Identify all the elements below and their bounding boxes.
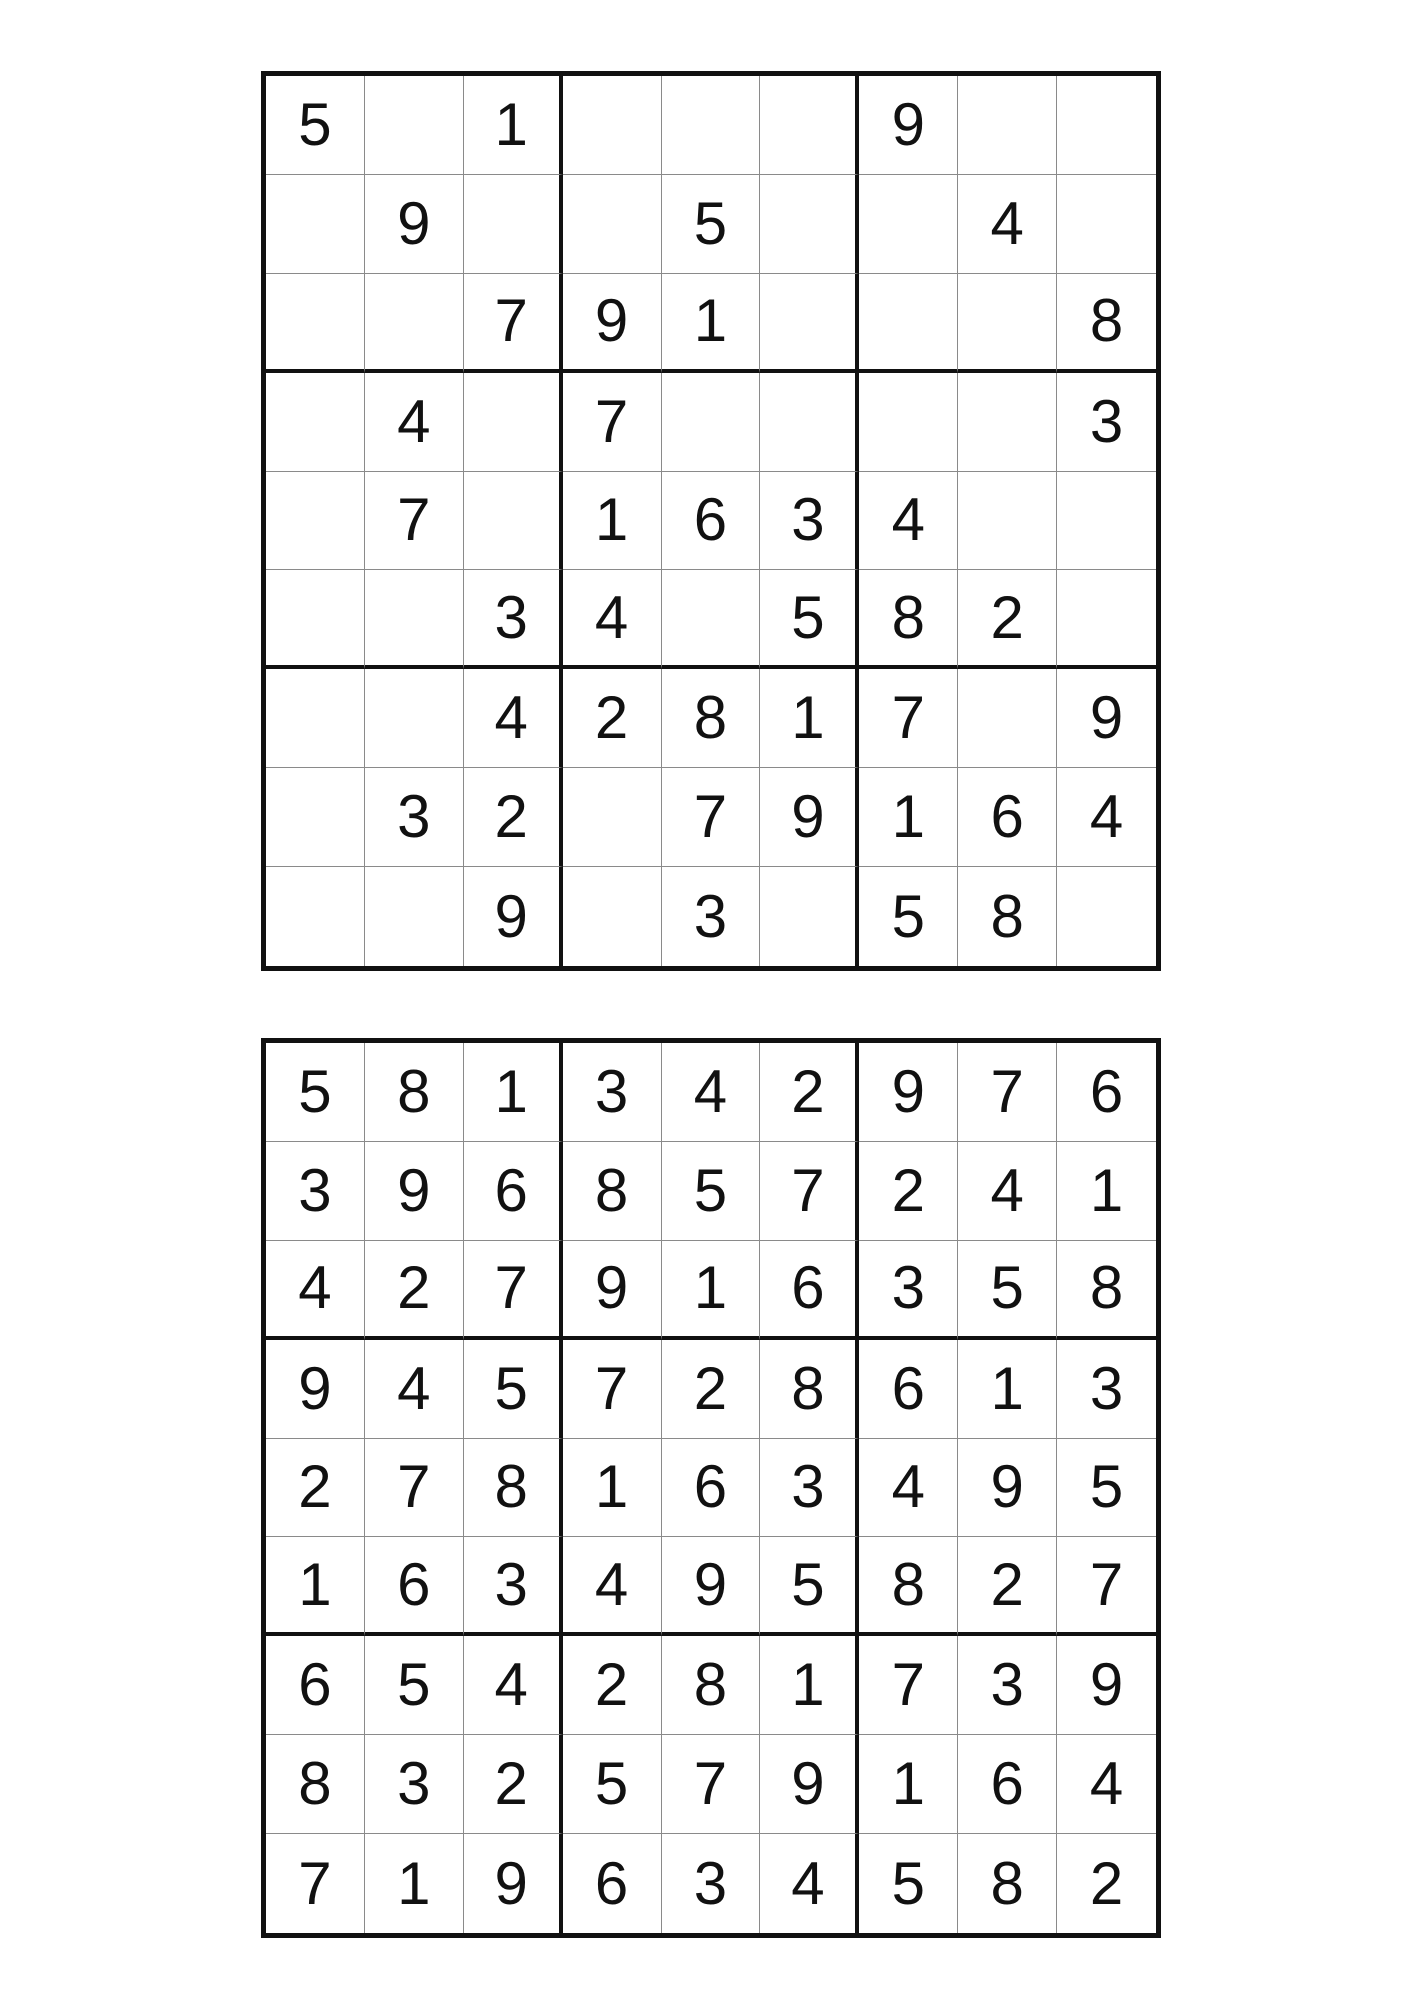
solution-cell-r1c8: 7: [958, 1043, 1057, 1142]
puzzle-cell-r9c4[interactable]: [563, 867, 662, 966]
puzzle-cell-r9c1[interactable]: [266, 867, 365, 966]
solution-cell-r7c9: 9: [1057, 1636, 1156, 1735]
puzzle-cell-r7c7: 7: [859, 669, 958, 768]
solution-cell-r9c9: 2: [1089, 1849, 1124, 1917]
solution-cell-r3c2: 2: [365, 1241, 464, 1340]
solution-cell-r8c1: 8: [266, 1735, 365, 1834]
solution-cell-r8c2: 3: [365, 1735, 464, 1834]
solution-cell-r2c7: 2: [859, 1142, 958, 1241]
solution-cell-r4c8: 1: [958, 1340, 1057, 1439]
puzzle-cell-r4c2: 4: [365, 373, 464, 472]
solution-cell-r7c3: 4: [464, 1636, 563, 1735]
puzzle-cell-r1c6[interactable]: [760, 76, 859, 175]
puzzle-cell-r7c3: 4: [464, 669, 563, 768]
solution-cell-r6c2: 6: [365, 1537, 464, 1636]
puzzle-cell-r4c4: 7: [563, 373, 662, 472]
solution-cell-r7c4: 2: [563, 1636, 662, 1735]
solution-cell-r2c2: 9: [365, 1142, 464, 1241]
solution-cell-r9c1: 7: [266, 1834, 365, 1933]
puzzle-cell-r4c5[interactable]: [662, 373, 761, 472]
puzzle-cell-r2c8: 4: [958, 175, 1057, 274]
solution-cell-r9c3: 9: [464, 1834, 563, 1933]
solution-cell-r6c4: 4: [563, 1537, 662, 1636]
puzzle-cell-r7c5: 8: [662, 669, 761, 768]
solution-cell-r7c7: 7: [859, 1636, 958, 1735]
solution-cell-r9c5: 3: [662, 1834, 761, 1933]
solution-cell-r2c6: 7: [760, 1142, 859, 1241]
solution-cell-r5c4: 1: [563, 1439, 662, 1538]
solution-cell-r3c6: 6: [760, 1241, 859, 1340]
solution-cell-r5c6: 3: [760, 1439, 859, 1538]
solution-cell-r5c9: 5: [1057, 1439, 1156, 1538]
puzzle-cell-r2c7[interactable]: [859, 175, 958, 274]
solution-cell-r2c1: 3: [266, 1142, 365, 1241]
puzzle-cell-r5c5: 6: [662, 472, 761, 571]
puzzle-cell-r8c4[interactable]: [563, 768, 662, 867]
puzzle-cell-r5c2: 7: [365, 472, 464, 571]
puzzle-cell-r8c9: 4: [1057, 768, 1156, 867]
puzzle-cell-r1c7: 9: [859, 76, 958, 175]
puzzle-cell-r3c9: 8: [1057, 274, 1156, 373]
solution-cell-r3c5: 1: [662, 1241, 761, 1340]
puzzle-cell-r8c1[interactable]: [266, 768, 365, 867]
solution-cell-r9c8: 8: [958, 1834, 1057, 1933]
solution-cell-r2c4: 8: [563, 1142, 662, 1241]
puzzle-cell-r6c7: 8: [859, 570, 958, 669]
puzzle-cell-r6c2[interactable]: [365, 570, 464, 669]
solution-cell-r5c7: 4: [859, 1439, 958, 1538]
solution-cell-r1c9: 6: [1057, 1043, 1156, 1142]
solution-cell-r1c7: 9: [859, 1043, 958, 1142]
puzzle-cell-r9c6[interactable]: [760, 867, 859, 966]
puzzle-cell-r8c6: 9: [760, 768, 859, 867]
solution-cell-r7c8: 3: [958, 1636, 1057, 1735]
solution-cell-r8c8: 6: [958, 1735, 1057, 1834]
solution-grid: [261, 1038, 1161, 1938]
puzzle-cell-r1c2[interactable]: [365, 76, 464, 175]
solution-cell-r6c1: 1: [266, 1537, 365, 1636]
solution-cell-r7c1: 6: [266, 1636, 365, 1735]
puzzle-cell-r4c7[interactable]: [859, 373, 958, 472]
puzzle-cell-r6c9[interactable]: [1057, 570, 1156, 669]
solution-cell-r5c1: 2: [266, 1439, 365, 1538]
puzzle-cell-r5c3[interactable]: [464, 472, 563, 571]
solution-cell-r4c9: 3: [1057, 1340, 1156, 1439]
solution-cell-r4c7: 6: [859, 1340, 958, 1439]
solution-cell-r7c5: 8: [662, 1636, 761, 1735]
solution-cell-r4c5: 2: [662, 1340, 761, 1439]
solution-cell-r9c7: 5: [859, 1834, 958, 1933]
solution-cell-r4c3: 5: [464, 1340, 563, 1439]
solution-cell-r8c4: 5: [563, 1735, 662, 1834]
puzzle-cell-r6c5[interactable]: [662, 570, 761, 669]
solution-cell-r1c1: 5: [266, 1043, 365, 1142]
solution-cell-r8c9: 4: [1057, 1735, 1156, 1834]
puzzle-cell-r5c9[interactable]: [1057, 472, 1156, 571]
puzzle-cell-r9c8: 8: [958, 867, 1057, 966]
puzzle-cell-r9c7: 5: [859, 867, 958, 966]
solution-cell-r1c6: 2: [760, 1043, 859, 1142]
puzzle-cell-r8c5: 7: [662, 768, 761, 867]
solution-cell-r6c6: 5: [760, 1537, 859, 1636]
puzzle-grid: [261, 71, 1161, 971]
solution-cell-r5c5: 6: [662, 1439, 761, 1538]
solution-cell-r2c8: 4: [958, 1142, 1057, 1241]
solution-cell-r3c3: 7: [464, 1241, 563, 1340]
puzzle-cell-r3c1[interactable]: [266, 274, 365, 373]
solution-cell-r4c4: 7: [563, 1340, 662, 1439]
solution-cell-r8c6: 9: [760, 1735, 859, 1834]
puzzle-cell-r8c3: 2: [464, 768, 563, 867]
puzzle-cell-r9c2[interactable]: [365, 867, 464, 966]
puzzle-cell-r2c1[interactable]: [266, 175, 365, 274]
solution-cell-r8c5: 7: [662, 1735, 761, 1834]
puzzle-cell-r5c7: 4: [859, 472, 958, 571]
puzzle-cell-r5c1[interactable]: [266, 472, 365, 571]
puzzle-cell-r1c4[interactable]: [563, 76, 662, 175]
puzzle-cell-r3c2[interactable]: [365, 274, 464, 373]
solution-cell-r3c4: 9: [563, 1241, 662, 1340]
puzzle-cell-r6c3: 3: [464, 570, 563, 669]
solution-cell-r1c2: 8: [365, 1043, 464, 1142]
puzzle-cell-r2c5: 5: [662, 175, 761, 274]
puzzle-cell-r5c6: 3: [760, 472, 859, 571]
solution-cell-r5c2: 7: [365, 1439, 464, 1538]
puzzle-cell-r7c1[interactable]: [266, 669, 365, 768]
solution-cell-r2c9: 1: [1057, 1142, 1156, 1241]
puzzle-cell-r4c3[interactable]: [464, 373, 563, 472]
puzzle-cell-r7c6: 1: [760, 669, 859, 768]
solution-cell-r8c3: 2: [464, 1735, 563, 1834]
puzzle-cell-r3c6[interactable]: [760, 274, 859, 373]
puzzle-cell-r4c1[interactable]: [266, 373, 365, 472]
puzzle-cell-r2c6[interactable]: [760, 175, 859, 274]
puzzle-cell-r3c5: 1: [662, 274, 761, 373]
solution-cell-r4c2: 4: [365, 1340, 464, 1439]
puzzle-cell-r4c9: 3: [1057, 373, 1156, 472]
puzzle-cell-r7c4: 2: [563, 669, 662, 768]
solution-cell-r9c2: 1: [365, 1834, 464, 1933]
solution-cell-r7c6: 1: [760, 1636, 859, 1735]
puzzle-cell-r2c3[interactable]: [464, 175, 563, 274]
puzzle-cell-r6c1[interactable]: [266, 570, 365, 669]
solution-cell-r9c4: 6: [563, 1834, 662, 1933]
solution-cell-r4c1: 9: [266, 1340, 365, 1439]
solution-cell-r9c6: 4: [760, 1834, 859, 1933]
puzzle-cell-r9c3: 9: [464, 867, 563, 966]
solution-cell-r4c6: 8: [760, 1340, 859, 1439]
solution-cell-r6c5: 9: [662, 1537, 761, 1636]
puzzle-cell-r5c4: 1: [563, 472, 662, 571]
puzzle-cell-r2c4[interactable]: [563, 175, 662, 274]
puzzle-cell-r1c8[interactable]: [958, 76, 1057, 175]
puzzle-cell-r2c9[interactable]: [1057, 175, 1156, 274]
puzzle-cell-r3c7[interactable]: [859, 274, 958, 373]
puzzle-cell-r7c8[interactable]: [958, 669, 1057, 768]
puzzle-cell-r4c8[interactable]: [958, 373, 1057, 472]
puzzle-cell-r8c2: 3: [365, 768, 464, 867]
puzzle-cell-r9c9[interactable]: [1057, 867, 1156, 966]
puzzle-cell-r6c4: 4: [563, 570, 662, 669]
puzzle-cell-r1c1: 5: [266, 76, 365, 175]
puzzle-cell-r3c8[interactable]: [958, 274, 1057, 373]
solution-cell-r8c7: 1: [859, 1735, 958, 1834]
puzzle-cell-r3c3: 7: [464, 274, 563, 373]
solution-cell-r1c4: 3: [563, 1043, 662, 1142]
solution-cell-r3c8: 5: [958, 1241, 1057, 1340]
solution-cell-r2c3: 6: [464, 1142, 563, 1241]
puzzle-cell-r8c7: 1: [859, 768, 958, 867]
puzzle-cell-r6c6: 5: [760, 570, 859, 669]
solution-cell-r7c2: 5: [365, 1636, 464, 1735]
solution-cell-r6c9: 7: [1057, 1537, 1156, 1636]
puzzle-cell-r1c3: 1: [464, 76, 563, 175]
puzzle-cell-r9c5: 3: [662, 867, 761, 966]
puzzle-cell-r5c8[interactable]: [958, 472, 1057, 571]
puzzle-cell-r7c2[interactable]: [365, 669, 464, 768]
solution-cell-r1c5: 4: [662, 1043, 761, 1142]
puzzle-cell-r1c9[interactable]: [1057, 76, 1156, 175]
solution-cell-r3c9: 8: [1057, 1241, 1156, 1340]
puzzle-cell-r2c2: 9: [365, 175, 464, 274]
solution-cell-r5c3: 8: [464, 1439, 563, 1538]
solution-cell-r3c7: 3: [859, 1241, 958, 1340]
puzzle-cell-r8c8: 6: [958, 768, 1057, 867]
solution-cell-r5c8: 9: [958, 1439, 1057, 1538]
puzzle-cell-r1c5[interactable]: [662, 76, 761, 175]
solution-cell-r2c5: 5: [662, 1142, 761, 1241]
solution-cell-r6c8: 2: [958, 1537, 1057, 1636]
solution-cell-r6c7: 8: [859, 1537, 958, 1636]
solution-cell-r1c3: 1: [464, 1043, 563, 1142]
solution-cell-r3c1: 4: [266, 1241, 365, 1340]
solution-cell-r6c3: 3: [464, 1537, 563, 1636]
puzzle-cell-r3c4: 9: [563, 274, 662, 373]
puzzle-cell-r7c9: 9: [1057, 669, 1156, 768]
puzzle-cell-r4c6[interactable]: [760, 373, 859, 472]
puzzle-cell-r6c8: 2: [958, 570, 1057, 669]
